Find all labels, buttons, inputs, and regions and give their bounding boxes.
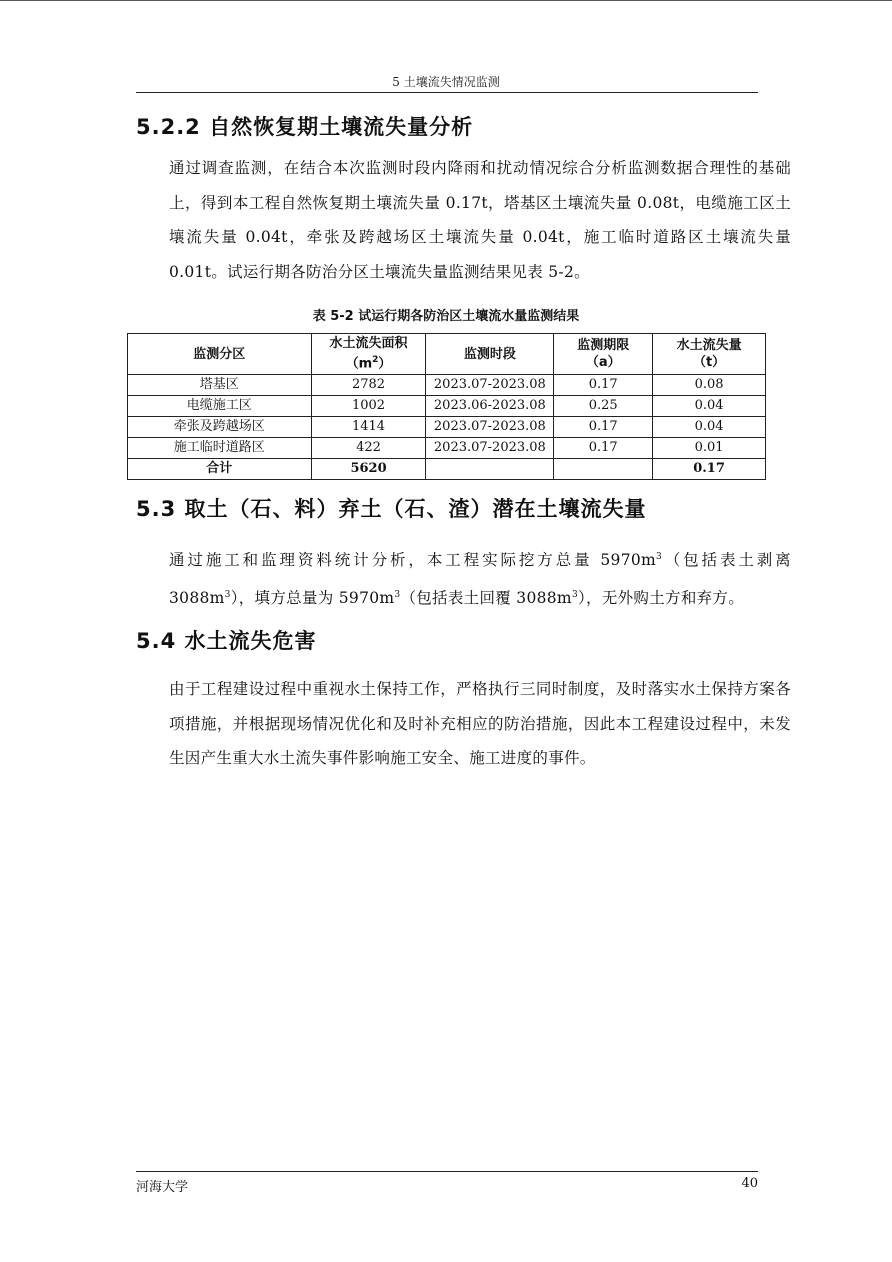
- header-zone: 监测分区: [128, 334, 312, 375]
- cell-zone-total: 合计: [128, 459, 312, 480]
- header-area: [311, 334, 426, 375]
- p53-part5: ），无外购土方和弃方。: [577, 588, 745, 607]
- header-area-unit-close: ）: [378, 356, 392, 372]
- header-area-unit-open: （m: [345, 356, 373, 372]
- cell-term: 0.25: [554, 396, 653, 417]
- p53-part4: （包括表土回覆 3088m: [400, 588, 572, 607]
- footer-university: 河海大学: [136, 1180, 189, 1195]
- paragraph-5-2-2: 通过调查监测，在结合本次监测时段内降雨和扰动情况综合分析监测数据合理性的基础上，得到本工程自然恢复期土壤流失量 0.17t，塔基区土壤流失量 0.08t，电缆施工区土壤流失量 0.04t，牵张及跨越场区土壤流失量 0.04t，施工临时道路区土壤流失量 0.01t。试运行期各防治分区土壤流失量监测结果见表 5-2。: [169, 159, 791, 281]
- p53-sup4: 3: [571, 589, 578, 600]
- header-loss-line2: （t）: [692, 355, 726, 370]
- cell-zone: 牵张及跨越场区: [128, 417, 312, 438]
- cell-period: 2023.07-2023.08: [426, 417, 554, 438]
- running-header: 5 土壤流失情况监测: [392, 75, 500, 89]
- table-header-row: [128, 334, 766, 375]
- header-rule: [136, 92, 758, 93]
- p53-part3: ），填方总量为 5970m: [230, 588, 395, 607]
- p53-part2: （包括表土剥离 3088m: [169, 551, 791, 607]
- p53-part1: 通过施工和监理资料统计分析，本工程实际挖方总量 5970m: [169, 551, 657, 570]
- header-period: 监测时段: [426, 334, 554, 375]
- cell-zone: 施工临时道路区: [128, 438, 312, 459]
- cell-loss: 0.04: [653, 396, 766, 417]
- header-term-line2: （a）: [585, 355, 621, 370]
- table-row: [128, 438, 766, 459]
- cell-term-total: [554, 459, 653, 480]
- table-total-row: [128, 459, 766, 480]
- cell-area: 1002: [311, 396, 426, 417]
- cell-loss-total: 0.17: [653, 459, 766, 480]
- p53-sup2: 3: [224, 589, 231, 600]
- cell-area: 1414: [311, 417, 426, 438]
- p53-sup3: 3: [394, 589, 401, 600]
- table-row: [128, 396, 766, 417]
- cell-term: 0.17: [554, 375, 653, 396]
- cell-zone: 塔基区: [128, 375, 312, 396]
- table-row: [128, 375, 766, 396]
- cell-term: 0.17: [554, 417, 653, 438]
- cell-loss: 0.04: [653, 417, 766, 438]
- cell-area: 422: [311, 438, 426, 459]
- paragraph-5-4: 由于工程建设过程中重视水土保持工作，严格执行三同时制度，及时落实水土保持方案各项措施，并根据现场情况优化和及时补充相应的防治措施，因此本工程建设过程中，未发生因产生重大水土流失事件影响施工安全、施工进度的事件。: [169, 680, 791, 767]
- header-area-unit-sup: 2: [372, 355, 379, 366]
- header-term-line1: 监测期限: [577, 338, 630, 353]
- monitoring-results-table: [127, 333, 766, 480]
- cell-zone: 电缆施工区: [128, 396, 312, 417]
- header-loss: [653, 334, 766, 375]
- p53-sup1: 3: [656, 552, 663, 562]
- cell-period: 2023.07-2023.08: [426, 438, 554, 459]
- header-area-line1: 水土流失面积: [329, 336, 408, 352]
- section-title-5-3: 5.3 取土（石、料）弃土（石、渣）潜在土壤流失量: [136, 497, 647, 521]
- table-caption: 表 5-2 试运行期各防治区土壤流水量监测结果: [312, 309, 580, 324]
- header-loss-line1: 水土流失量: [676, 338, 742, 353]
- cell-term: 0.17: [554, 438, 653, 459]
- cell-loss: 0.08: [653, 375, 766, 396]
- cell-loss: 0.01: [653, 438, 766, 459]
- header-term: [554, 334, 653, 375]
- cell-period: 2023.07-2023.08: [426, 375, 554, 396]
- paragraph-5-3: [136, 540, 791, 615]
- cell-area: 2782: [311, 375, 426, 396]
- table-row: [128, 417, 766, 438]
- cell-period-total: [426, 459, 554, 480]
- section-title-5-4: 5.4 水土流失危害: [136, 629, 317, 653]
- cell-area-total: 5620: [311, 459, 426, 480]
- cell-period: 2023.06-2023.08: [426, 396, 554, 417]
- page-number: 40: [741, 1176, 758, 1191]
- footer-rule: [136, 1171, 758, 1172]
- section-title-5-2-2: 5.2.2 自然恢复期土壤流失量分析: [136, 115, 474, 139]
